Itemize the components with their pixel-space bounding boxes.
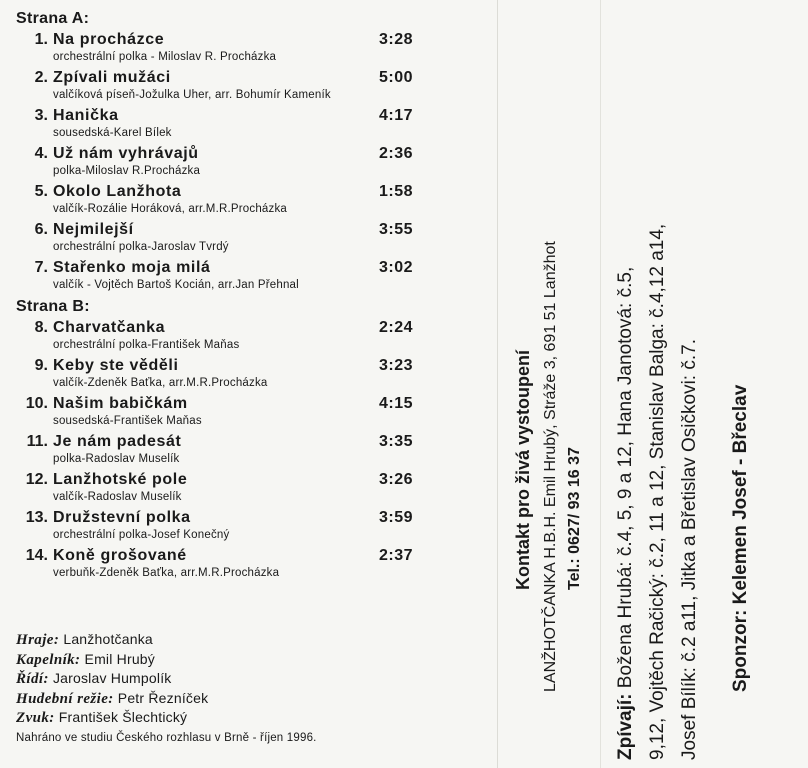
credit-line: [16, 630, 317, 650]
credit-line: [16, 650, 317, 670]
track-number: 10.: [25, 395, 48, 412]
track-item: [16, 106, 486, 144]
contact-heading: Kontakt pro živá vystoupení: [513, 349, 533, 590]
credit-value: Emil Hrubý: [84, 650, 155, 667]
singers-line: 9,12, Vojtěch Račický: č.2, 11 a 12, Stanislav Balga: č.4,12 a14,: [647, 223, 668, 760]
track-title: Na procházce: [53, 31, 165, 48]
track-number: 1.: [34, 31, 48, 48]
track-info: valčíková píseň-Jožulka Uher, arr. Bohumír Kameník: [53, 89, 331, 101]
track-number: 5.: [34, 183, 48, 200]
credit-value: Petr Řezníček: [117, 689, 209, 706]
track-title: Keby ste věděli: [53, 357, 179, 374]
fold-line: [600, 0, 601, 768]
track-info: orchestrální polka-František Maňas: [53, 339, 240, 351]
singers-block: [610, 224, 706, 760]
track-title: Okolo Lanžhota: [53, 183, 182, 200]
track-number: 4.: [34, 145, 48, 162]
track-info: verbuňk-Zdeněk Baťka, arr.M.R.Procházka: [53, 567, 280, 579]
track-info: polka-Radoslav Muselík: [53, 453, 180, 465]
track-number: 13.: [25, 509, 48, 526]
track-item: [16, 432, 486, 470]
track-duration: 4:17: [378, 107, 413, 124]
track-title: Stařenko moja milá: [53, 259, 211, 276]
track-number: 3.: [34, 107, 48, 124]
track-duration: 3:55: [378, 221, 413, 238]
track-duration: 4:15: [378, 395, 413, 412]
track-number: 11.: [26, 433, 48, 450]
credit-line: [16, 689, 317, 709]
track-duration: 5:00: [378, 69, 413, 86]
track-item: [16, 220, 486, 258]
track-item: [16, 356, 486, 394]
singers-label: Zpívají:: [615, 693, 636, 760]
track-duration: 2:37: [378, 547, 413, 564]
track-title: Nejmilejší: [53, 221, 134, 238]
side-a-heading: Strana A:: [16, 10, 90, 27]
track-title: Hanička: [53, 107, 119, 124]
track-title: Lanžhotské pole: [53, 471, 188, 488]
track-item: [16, 508, 486, 546]
track-title: Charvatčanka: [53, 319, 166, 336]
track-info: polka-Miloslav R.Procházka: [53, 165, 201, 177]
track-duration: 3:59: [378, 509, 413, 526]
track-duration: 2:36: [378, 145, 413, 162]
track-info: valčík-Rozálie Horáková, arr.M.R.Procházka: [53, 203, 288, 215]
track-duration: 3:28: [378, 31, 413, 48]
singers-line: [610, 224, 642, 760]
tracklist: [16, 8, 486, 584]
sponsor: Sponzor: Kelemen Josef - Břeclav: [730, 384, 751, 692]
singers-text: Božena Hrubá: č.4, 5, 9 a 12, Hana Janotová: č.5,: [615, 266, 636, 689]
track-info: sousedská-František Maňas: [53, 415, 202, 427]
track-duration: 3:26: [378, 471, 413, 488]
credit-label: Hudební režie:: [16, 690, 114, 707]
track-title: Družstevní polka: [53, 509, 191, 526]
track-title: Koně grošované: [53, 547, 187, 564]
credit-label: Hraje:: [16, 632, 60, 648]
credit-value: Jaroslav Humpolík: [52, 670, 172, 686]
track-item: [16, 68, 486, 106]
track-duration: 3:35: [378, 433, 413, 450]
side-b-heading: Strana B:: [16, 298, 90, 315]
credit-label: Řídí:: [16, 671, 49, 687]
contact-address: LANŽHOTČANKA H.B.H. Emil Hrubý, Stráže 3, 691 51 Lanžhot: [542, 241, 559, 692]
fold-line: [497, 0, 498, 768]
track-duration: 3:02: [378, 259, 413, 276]
track-number: 8.: [34, 319, 48, 336]
track-item: [16, 394, 486, 432]
track-item: [16, 470, 486, 508]
recording-note: Nahráno ve studiu Českého rozhlasu v Brně - říjen 1996.: [16, 731, 317, 744]
track-number: 7.: [34, 259, 48, 276]
credit-value: Lanžhotčanka: [63, 631, 153, 647]
track-info: orchestrální polka - Miloslav R. Procházka: [53, 51, 277, 63]
credit-value: František Šlechtický: [58, 709, 188, 725]
credits: [16, 630, 317, 746]
track-duration: 2:24: [378, 319, 413, 336]
track-info: orchestrální polka-Jaroslav Tvrdý: [53, 241, 229, 253]
track-title: Je nám padesát: [53, 433, 182, 450]
track-item: [16, 318, 486, 356]
track-number: 9.: [34, 357, 48, 374]
credit-line: [16, 708, 317, 728]
track-title: Našim babičkám: [53, 395, 188, 412]
track-number: 2.: [34, 69, 48, 86]
track-item: [16, 546, 486, 584]
track-number: 14.: [25, 547, 48, 564]
track-info: sousedská-Karel Bílek: [53, 127, 172, 139]
track-title: Zpívali mužáci: [53, 69, 171, 86]
credit-label: Kapelník:: [16, 651, 81, 668]
track-item: [16, 30, 486, 68]
track-duration: 1:58: [378, 183, 413, 200]
track-item: [16, 182, 486, 220]
track-info: orchestrální polka-Josef Konečný: [53, 529, 230, 541]
track-number: 6.: [34, 221, 48, 238]
track-item: [16, 258, 486, 296]
track-info: valčík - Vojtěch Bartoš Kocián, arr.Jan Přehnal: [53, 279, 299, 291]
credit-line: [16, 669, 317, 689]
track-info: valčík-Zdeněk Baťka, arr.M.R.Procházka: [53, 377, 268, 389]
contact-phone: Tel.: 0627/ 93 16 37: [566, 447, 583, 590]
track-item: [16, 144, 486, 182]
credit-label: Zvuk:: [16, 710, 55, 726]
track-title: Už nám vyhrávajů: [53, 145, 199, 162]
track-info: valčík-Radoslav Muselík: [53, 491, 182, 503]
track-duration: 3:23: [378, 357, 413, 374]
singers-line: Josef Bílík: č.2 a11, Jitka a Břetislav Osičkovi: č.7.: [679, 339, 700, 760]
track-number: 12.: [25, 471, 48, 488]
